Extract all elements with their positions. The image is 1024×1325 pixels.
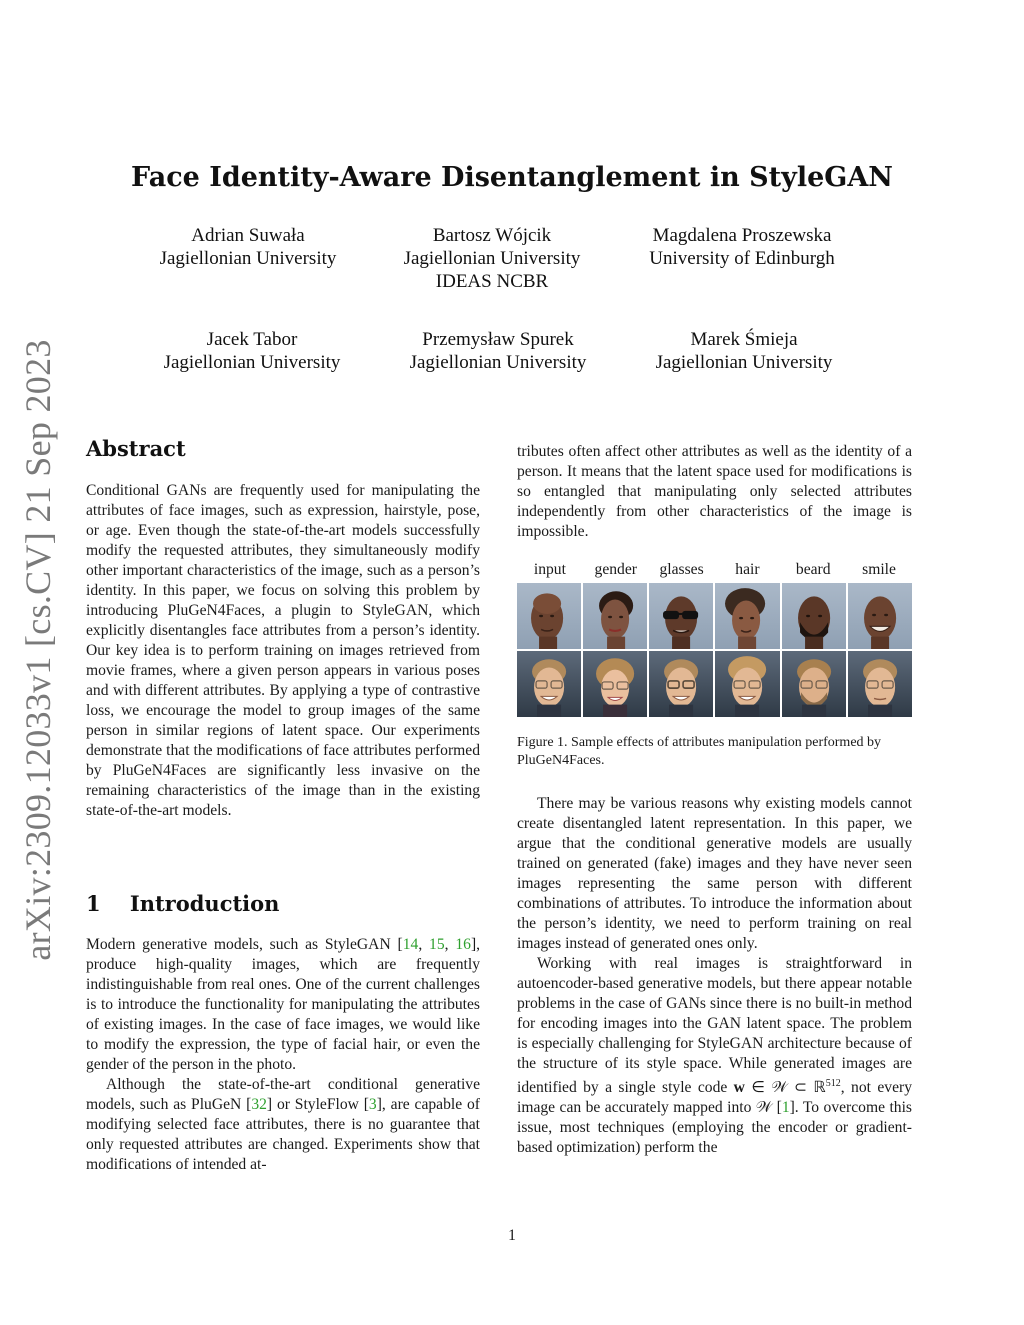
citation-link[interactable]: 16 — [455, 936, 471, 953]
figure-header: glasses — [659, 561, 704, 578]
right-column-top — [517, 442, 912, 542]
continued-paragraph: tributes often affect other attributes as well as the identity of a person. It means that the latent space used for modifications is so entangled that manipulating only selected attributes independently from other characteristics of the image is impossible. — [517, 443, 912, 540]
citation-link[interactable]: 1 — [781, 1099, 790, 1117]
face-image — [782, 583, 846, 649]
figure-header: hair — [735, 561, 760, 578]
figure-caption: Figure 1. Sample effects of attributes manipulation performed by PluGeN4Faces. — [517, 735, 882, 768]
author-affiliation: IDEAS NCBR — [435, 271, 549, 292]
paper-title: Face Identity-Aware Disentanglement in StyleGAN — [131, 162, 893, 193]
face-illustration — [649, 651, 713, 717]
abstract-heading: Abstract — [86, 436, 186, 461]
author-block — [612, 224, 872, 270]
face-image — [517, 583, 581, 649]
citation-link[interactable]: 3 — [368, 1096, 377, 1113]
face-illustration — [583, 583, 647, 649]
text-run: ]. To overcome this issue, most techniques (employing the encoder or gradient-based optimization) perform the — [517, 1099, 912, 1157]
author-affiliation: Jagiellonian University — [655, 352, 833, 373]
face-illustration — [583, 651, 647, 717]
author-block — [368, 328, 628, 374]
face-illustration — [782, 651, 846, 717]
author-name: Bartosz Wójcik — [432, 225, 552, 246]
author-name: Przemysław Spurek — [422, 329, 574, 350]
intro-paragraph-1 — [86, 935, 480, 1075]
figure-column-headers — [517, 561, 912, 579]
face-image — [782, 651, 846, 717]
figure-header: beard — [795, 561, 831, 578]
author-block — [118, 224, 378, 270]
figure-header: gender — [594, 561, 637, 578]
author-affiliation: Jagiellonian University — [159, 248, 337, 269]
face-illustration — [715, 651, 779, 717]
figure-header: smile — [862, 561, 896, 578]
text-run: Although the state-of-the-art conditional generative models, such as PluGeN [ — [86, 1076, 480, 1113]
text-run: ], are capable of modifying selected face attributes, there is no guarantee that only requested attributes are changed. Experiments show that modifications of intended at- — [86, 1096, 480, 1173]
abstract-section — [86, 436, 480, 461]
face-image — [848, 583, 912, 649]
section-number: 1 — [86, 891, 101, 916]
author-affiliation: Jagiellonian University — [403, 248, 581, 269]
author-name: Adrian Suwała — [191, 225, 305, 246]
face-image — [649, 583, 713, 649]
face-illustration — [715, 583, 779, 649]
math-expression: ∈ 𝒲 ⊂ ℝ — [744, 1079, 826, 1097]
intro-paragraph-2 — [86, 1075, 480, 1175]
text-run: ], produce high-quality images, which are frequently indistinguishable from real ones. One of the current challenges is to introduce the functionality for manipulating the attributes of existing images. In the case of face images, we would like to modify the expression, the type of facial hair, or even the gender of the person in the photo. — [86, 936, 481, 1073]
text-run: , — [444, 936, 456, 953]
author-name: Magdalena Proszewska — [652, 225, 832, 246]
citation-link[interactable]: 14 — [402, 936, 419, 953]
face-illustration — [848, 651, 912, 717]
abstract-body — [86, 481, 480, 821]
citation-link[interactable]: 15 — [429, 936, 445, 953]
introduction-body — [86, 935, 480, 1175]
author-affiliation: Jagiellonian University — [409, 352, 587, 373]
face-illustration — [649, 583, 713, 649]
author-affiliation: Jagiellonian University — [163, 352, 341, 373]
figure-header: input — [533, 561, 566, 578]
text-run: Modern generative models, such as StyleGAN [ — [86, 936, 403, 953]
citation-link[interactable]: 32 — [251, 1096, 267, 1113]
face-illustration — [848, 583, 912, 649]
figure-image-grid — [517, 583, 912, 717]
text-run: , — [418, 936, 430, 953]
face-illustration — [517, 583, 581, 649]
math-bold-w: w — [733, 1079, 745, 1097]
author-block — [614, 328, 874, 374]
face-image — [583, 651, 647, 717]
text-run: ] or StyleFlow [ — [266, 1096, 369, 1113]
page-number: 1 — [508, 1227, 516, 1244]
author-name: Jacek Tabor — [206, 329, 298, 350]
face-image — [649, 651, 713, 717]
math-superscript: 512 — [825, 1078, 841, 1089]
paragraph-4 — [517, 954, 912, 1158]
abstract-text: Conditional GANs are frequently used for manipulating the attributes of face images, such as expression, hairstyle, pose, or age. Even though the state-of-the-art models successfully modify the requested attributes, they simultaneously modify other important characteristics of the image, such as a person’s identity. In this paper, we focus on solving this problem by introducing PluGeN4Faces, a plugin to StyleGAN, which explicitly disentangles face attributes from a person’s identity. Our key idea is to perform training on images retrieved from movie frames, where a given person appears in various poses and with different attributes. By applying a type of contrastive loss, we encourage the model to group images of the same person in similar regions of latent space. Our experiments demonstrate that the modifications of face attributes performed by PluGeN4Faces are significantly less invasive on the remaining characteristics of the image than in the existing state-of-the-art models. — [86, 482, 480, 819]
introduction-heading-row — [86, 891, 480, 916]
text-run: , not every image can be accurately mapped into 𝒲 [ — [517, 1079, 912, 1117]
face-image — [848, 651, 912, 717]
author-affiliation: University of Edinburgh — [649, 248, 835, 269]
introduction-heading — [86, 891, 480, 916]
author-block — [122, 328, 382, 374]
author-block — [362, 224, 622, 293]
face-image — [715, 583, 779, 649]
face-illustration — [782, 583, 846, 649]
author-name: Marek Śmieja — [690, 329, 798, 350]
arxiv-stamp-text: arXiv:2309.12033v1 [cs.CV] 21 Sep 2023 — [18, 339, 58, 961]
face-illustration — [517, 651, 581, 717]
face-image — [715, 651, 779, 717]
right-column-body — [517, 794, 912, 1158]
text-run: Working with real images is straightforward in autoencoder-based generative models, but there appear notable problems in the case of GANs since there is no built-in method for encoding images into the GAN latent space. The problem is especially challenging for StyleGAN architecture because of the structure of its style space. While generated images are identified by a single style code — [517, 955, 912, 1097]
face-image — [517, 651, 581, 717]
face-image — [583, 583, 647, 649]
paragraph-3: There may be various reasons why existing models cannot create disentangled latent representation. In this paper, we argue that the conditional generative models are usually trained on generated (fake) images and they have never seen images representing the same person with different combinations of attributes. To introduce the information about the person’s identity, we need to perform training on real images instead of generated ones only. — [517, 795, 912, 952]
section-title: Introduction — [129, 891, 280, 916]
